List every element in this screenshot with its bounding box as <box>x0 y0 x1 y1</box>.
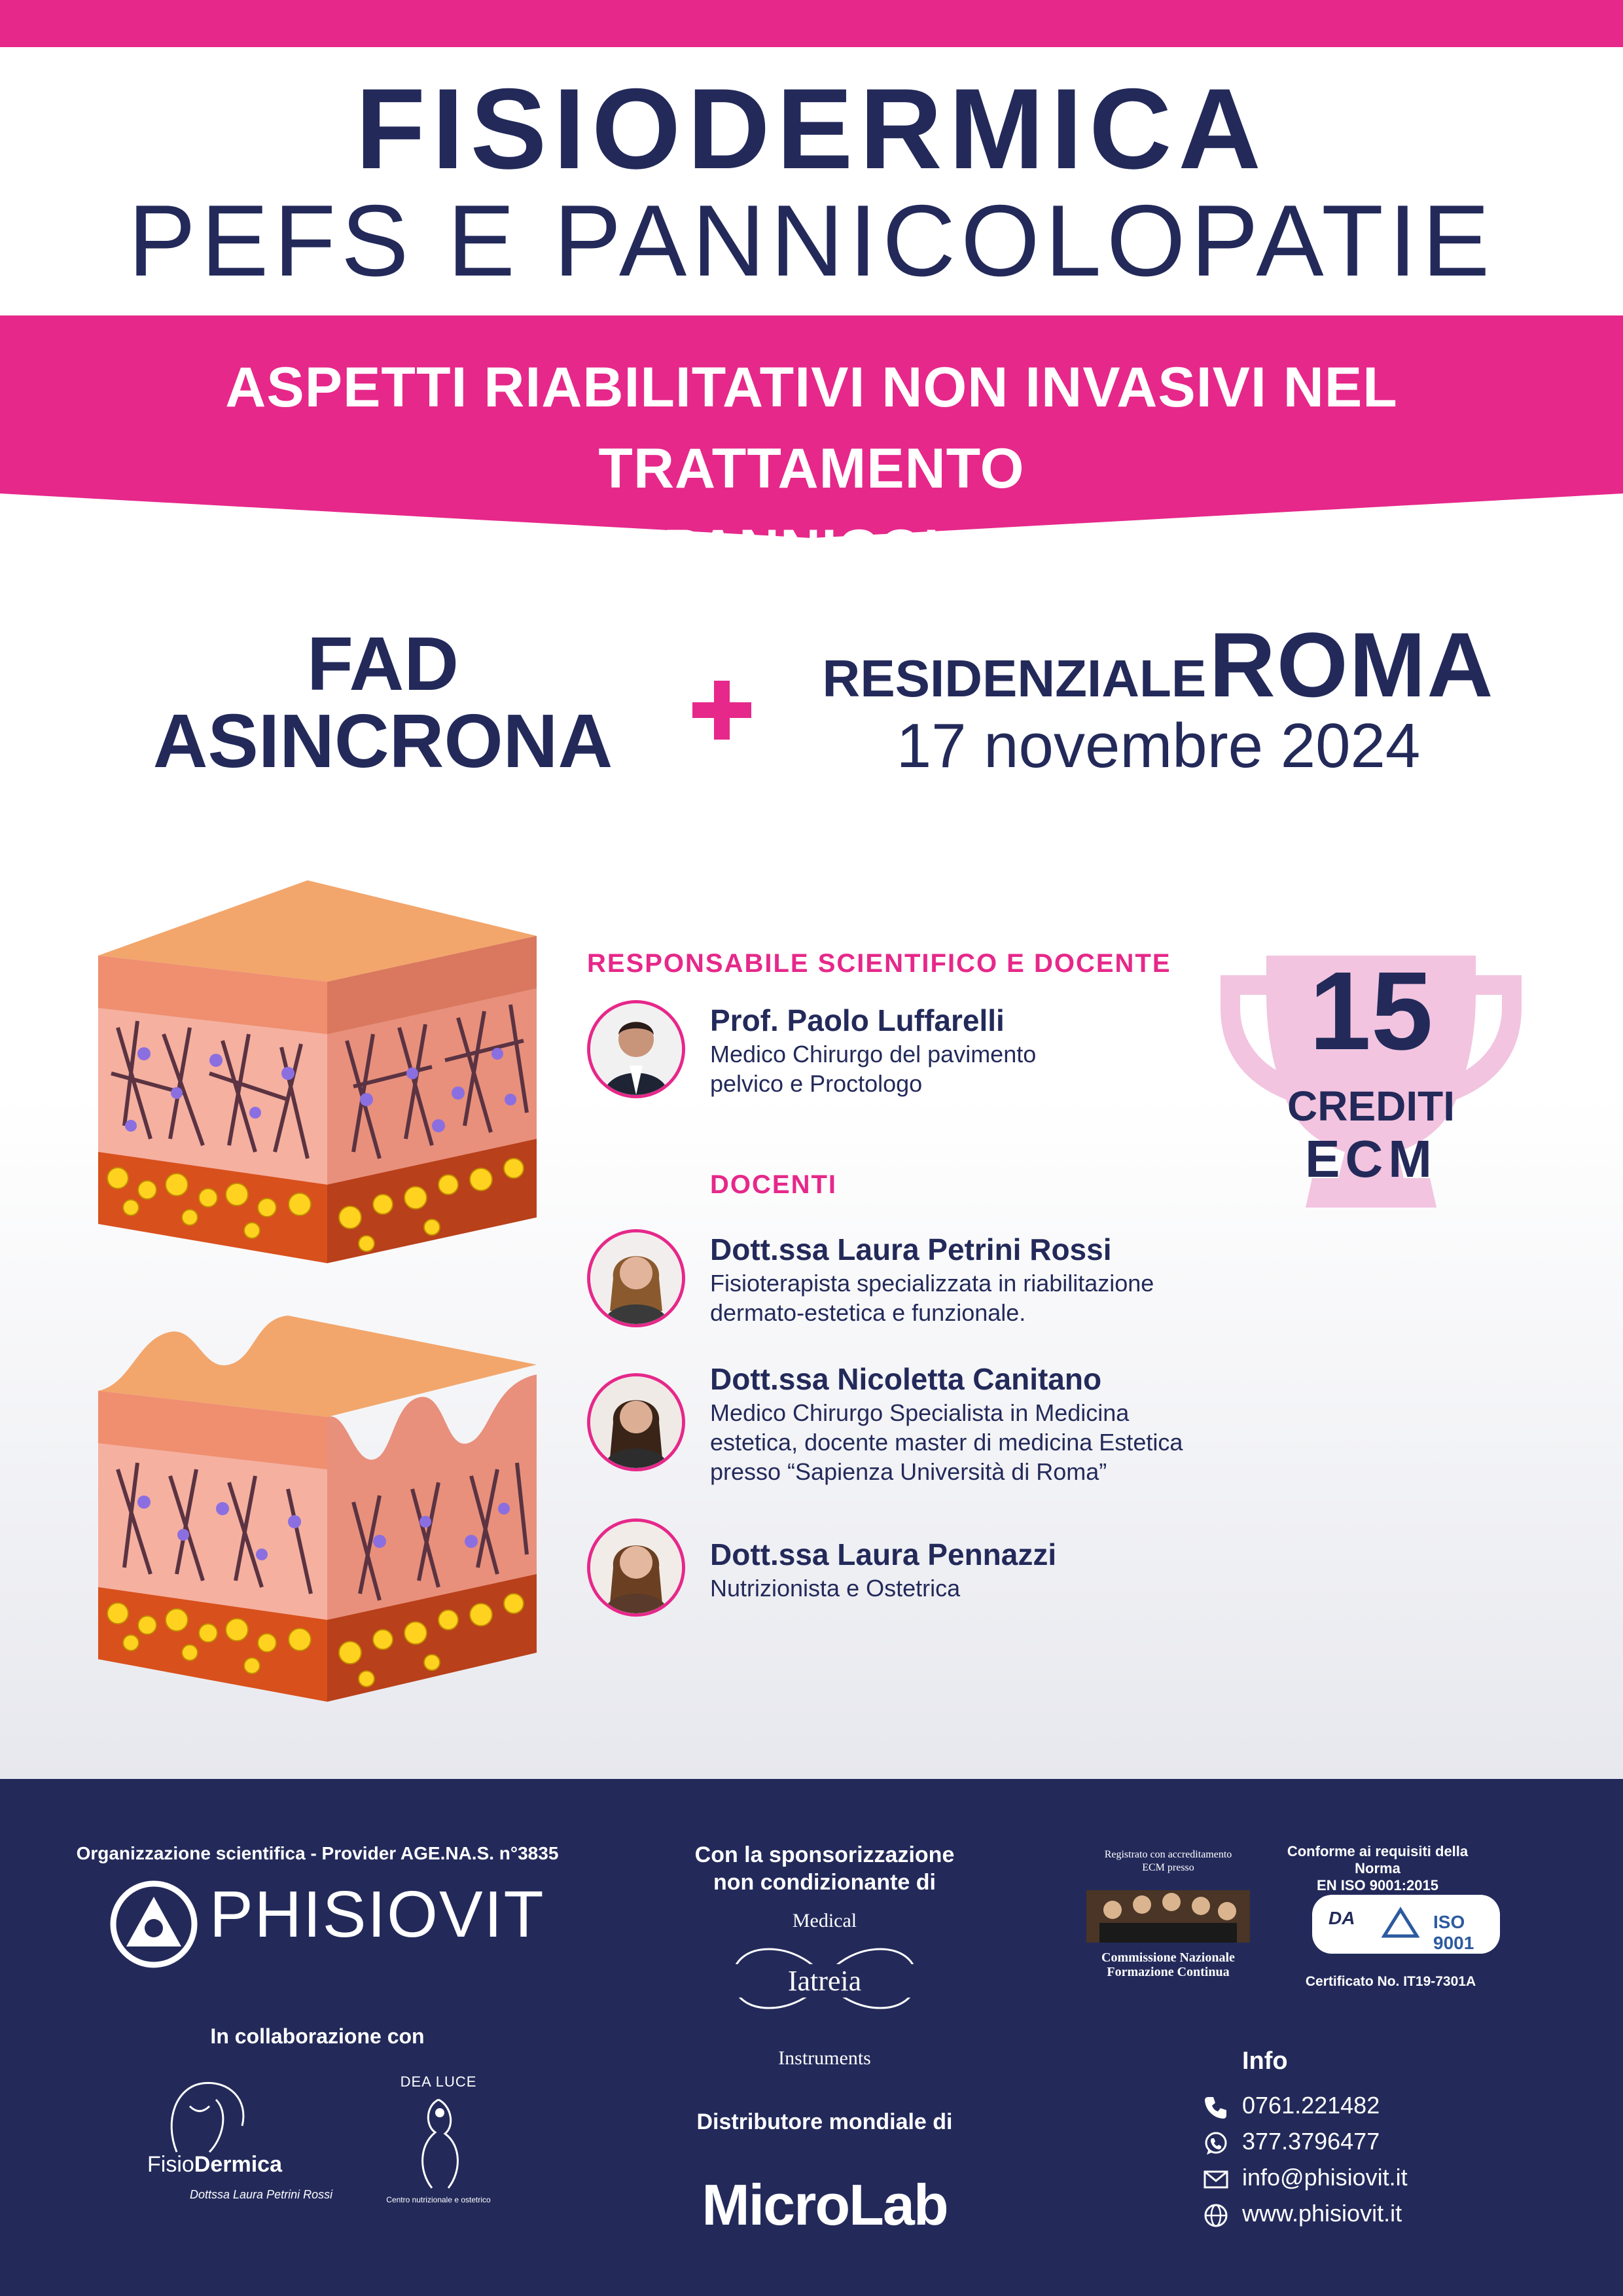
whatsapp-icon <box>1203 2130 1229 2157</box>
teacher-role-line-2: dermato-estetica e funzionale. <box>710 1299 1026 1326</box>
teacher-name: Dott.ssa Laura Pennazzi <box>710 1537 1057 1571</box>
teacher-role-line-2: estetica, docente master di medicina Estetica <box>710 1429 1183 1456</box>
iso-da-mark: DA <box>1329 1908 1355 1928</box>
teacher-role <box>710 1573 1299 1603</box>
teacher-name: Dott.ssa Nicoletta Canitano <box>710 1362 1102 1396</box>
credits-type: ECM <box>1305 1130 1437 1188</box>
info-label: Info <box>1242 2047 1288 2075</box>
teachers-label: DOCENTI <box>710 1170 837 1199</box>
page-subtitle: PEFS E PANNICOLOPATIE <box>128 184 1495 297</box>
fisiodermica-bold: Dermica <box>194 2152 282 2177</box>
teacher-name: Dott.ssa Laura Petrini Rossi <box>710 1232 1112 1266</box>
ecm-registration <box>1073 1848 1263 1874</box>
website-url[interactable]: www.phisiovit.it <box>1242 2200 1402 2227</box>
fad-line-2: ASINCRONA <box>152 698 613 783</box>
skin-cellulite-illustration <box>92 1312 550 1712</box>
sponsor-bottom: Instruments <box>778 2047 871 2069</box>
ecm-reg-line-2: ECM presso <box>1142 1862 1194 1873</box>
avatar <box>587 1518 685 1617</box>
credits-number: 15 <box>1309 949 1433 1073</box>
residential-heading <box>812 612 1505 718</box>
accredia-icon <box>1381 1907 1420 1939</box>
whatsapp-number[interactable]: 377.3796477 <box>1242 2128 1380 2155</box>
lead-name: Prof. Paolo Luffarelli <box>710 1003 1005 1037</box>
fisiodermica-logo <box>147 2152 282 2178</box>
lead-role-line-2: pelvico e Proctologo <box>710 1070 923 1097</box>
phisiovit-logo: PHISIOVIT <box>209 1878 545 1951</box>
iso-badge <box>1312 1895 1500 1954</box>
scientific-lead-label: RESPONSABILE SCIENTIFICO E DOCENTE <box>587 949 1171 978</box>
page-title: FISIODERMICA <box>355 65 1268 193</box>
phone-icon <box>1203 2094 1229 2121</box>
teacher-role-line-1: Nutrizionista e Ostetrica <box>710 1575 961 1602</box>
sponsor-name <box>726 1964 923 1998</box>
microlab-logo: MicroLab <box>702 2172 948 2237</box>
ecm-commission <box>1073 1950 1263 1979</box>
fad-label <box>118 621 648 783</box>
fisiodermica-logo-icon <box>151 2073 268 2165</box>
person-icon <box>590 1232 682 1324</box>
sponsor-line-1: Con la sponsorizzazione <box>694 1842 955 1867</box>
avatar <box>587 1229 685 1327</box>
distributor-label: Distributore mondiale di <box>696 2109 953 2134</box>
teacher-role <box>710 1268 1299 1327</box>
footer <box>0 1779 1623 2296</box>
skin-cube-illustration <box>92 877 550 1270</box>
avatar <box>587 1373 685 1471</box>
teacher-role-line-1: Fisioterapista specializzata in riabilitazione <box>710 1270 1154 1297</box>
phone-number[interactable]: 0761.221482 <box>1242 2092 1380 2119</box>
teacher-role-line-3: presso “Sapienza Università di Roma” <box>710 1458 1107 1485</box>
person-icon <box>590 1003 682 1095</box>
dea-luce-title: DEA LUCE <box>400 2073 477 2090</box>
top-accent-bar <box>0 0 1623 47</box>
iso-line-2: EN ISO 9001:2015 <box>1317 1877 1438 1893</box>
sponsor-text <box>641 1841 1008 1896</box>
iso-compliance <box>1273 1843 1482 1894</box>
ecm-comm-line-1: Commissione Nazionale <box>1101 1950 1235 1965</box>
globe-icon <box>1203 2202 1229 2229</box>
fisiodermica-prefix: Fisio <box>147 2152 194 2177</box>
plus-icon <box>689 677 755 743</box>
teacher-role <box>710 1398 1299 1486</box>
sponsor-name-text: Iatreia <box>783 1965 866 1997</box>
iso-line-1: Conforme ai requisiti della Norma <box>1287 1843 1469 1876</box>
sponsor-top: Medical <box>792 1910 857 1931</box>
teacher-role-line-1: Medico Chirurgo Specialista in Medicina <box>710 1399 1130 1426</box>
ecm-reg-line-1: Registrato con accreditamento <box>1104 1849 1232 1860</box>
ecm-painting-image <box>1086 1877 1250 1943</box>
iso-badge-text: ISO 9001 <box>1433 1912 1474 1953</box>
lead-role <box>710 1039 1299 1098</box>
residential-label: RESIDENZIALE <box>822 649 1207 708</box>
credits-label: CREDITI <box>1287 1083 1455 1130</box>
email-address[interactable]: info@phisiovit.it <box>1242 2164 1408 2191</box>
phisiovit-logo-icon <box>108 1878 200 1970</box>
fisiodermica-signature: Dottssa Laura Petrini Rossi <box>190 2188 333 2201</box>
residential-date: 17 novembre 2024 <box>896 711 1421 781</box>
provider-text: Organizzazione scientifica - Provider AGE.NA.S. n°3835 <box>76 1843 559 1863</box>
person-icon <box>590 1522 682 1613</box>
mail-icon <box>1203 2166 1229 2193</box>
residential-city: ROMA <box>1209 613 1495 716</box>
banner-line-1: ASPETTI RIABILITATIVI NON INVASIVI NEL TRATTAMENTO <box>225 356 1398 500</box>
certificate-number: Certificato No. IT19-7301A <box>1305 1974 1476 1989</box>
collab-label: In collaborazione con <box>210 2024 425 2048</box>
dea-luce-subtitle: Centro nutrizionale e ostetrico <box>386 2195 491 2204</box>
avatar <box>587 1000 685 1098</box>
fad-line-1: FAD <box>307 621 459 706</box>
dea-luce-logo-icon <box>399 2093 478 2191</box>
person-icon <box>590 1376 682 1468</box>
lead-role-line-1: Medico Chirurgo del pavimento <box>710 1041 1037 1067</box>
sponsor-line-2: non condizionante di <box>713 1870 936 1895</box>
ecm-comm-line-2: Formazione Continua <box>1107 1965 1230 1979</box>
